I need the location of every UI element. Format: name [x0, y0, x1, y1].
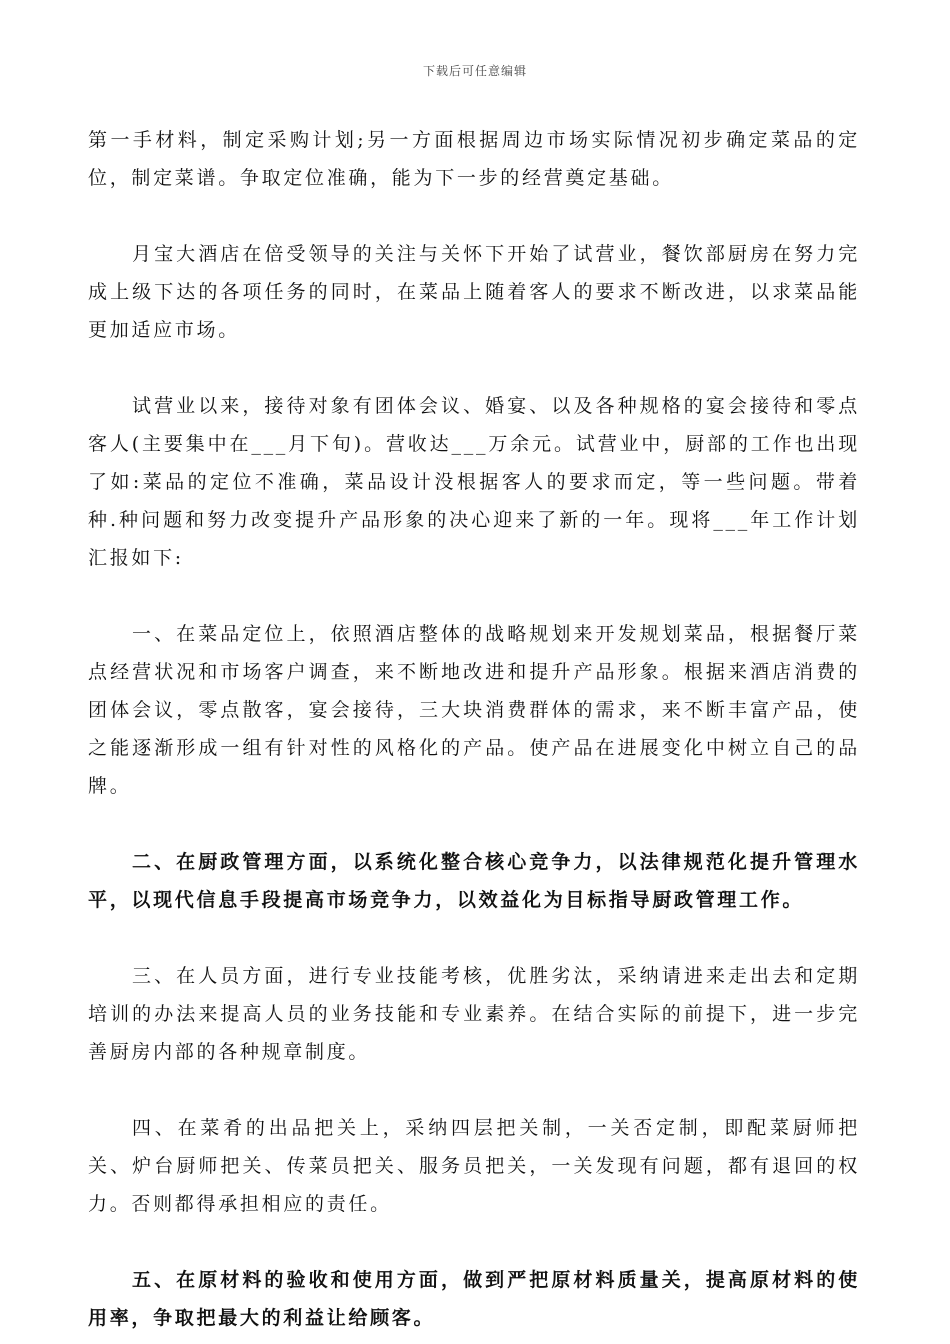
paragraph-item-1-menu-positioning: 一、在菜品定位上，依照酒店整体的战略规划来开发规划菜品，根据餐厅菜点经营状况和市场客户调查，来不断地改进和提升产品形象。根据来酒店消费的团体会议，零点散客，宴会接待，三大块消费群体的需求，来不断丰富产品，使之能逐渐形成一组有针对性的风格化的产品。使产品在进展变化中树立自己的品牌。: [88, 623, 860, 797]
paragraph-trial-opening: 月宝大酒店在倍受领导的关注与关怀下开始了试营业，餐饮部厨房在努力完成上级下达的各项任务的同时，在菜品上随着客人的要求不断改进，以求菜品能更加适应市场。: [88, 243, 860, 341]
paragraph-item-3-staff: 三、在人员方面，进行专业技能考核，优胜劣汰，采纳请进来走出去和定期培训的办法来提高人员的业务技能和专业素养。在结合实际的前提下，进一步完善厨房内部的各种规章制度。: [88, 965, 860, 1063]
page-header-note: 下载后可任意编辑: [422, 64, 527, 78]
paragraph-intro-continuation: 第一手材料，制定采购计划;另一方面根据周边市场实际情况初步确定菜品的定位，制定菜谱。争取定位准确，能为下一步的经营奠定基础。: [88, 129, 860, 189]
paragraph-item-2-kitchen-management: 二、在厨政管理方面，以系统化整合核心竞争力，以法律规范化提升管理水平，以现代信息手段提高市场竞争力，以效益化为目标指导厨政管理工作。: [88, 851, 860, 911]
paragraph-item-5-raw-materials: 五、在原材料的验收和使用方面，做到严把原材料质量关，提高原材料的使用率，争取把最大的利益让给顾客。: [88, 1269, 860, 1329]
paragraph-trial-summary: 试营业以来，接待对象有团体会议、婚宴、以及各种规格的宴会接待和零点客人(主要集中在___月下旬)。营收达___万余元。试营业中，厨部的工作也出现了如:菜品的定位不准确，菜品设计没根据客人的要求而定，等一些问题。带着种.种问题和努力改变提升产品形象的决心迎来了新的一年。现将___年工作计划汇报如下:: [88, 395, 860, 569]
document-body: [88, 121, 860, 1337]
paragraph-item-4-quality-control: 四、在菜肴的出品把关上，采纳四层把关制，一关否定制，即配菜厨师把关、炉台厨师把关、传菜员把关、服务员把关，一关发现有问题，都有退回的权力。否则都得承担相应的责任。: [88, 1117, 860, 1215]
